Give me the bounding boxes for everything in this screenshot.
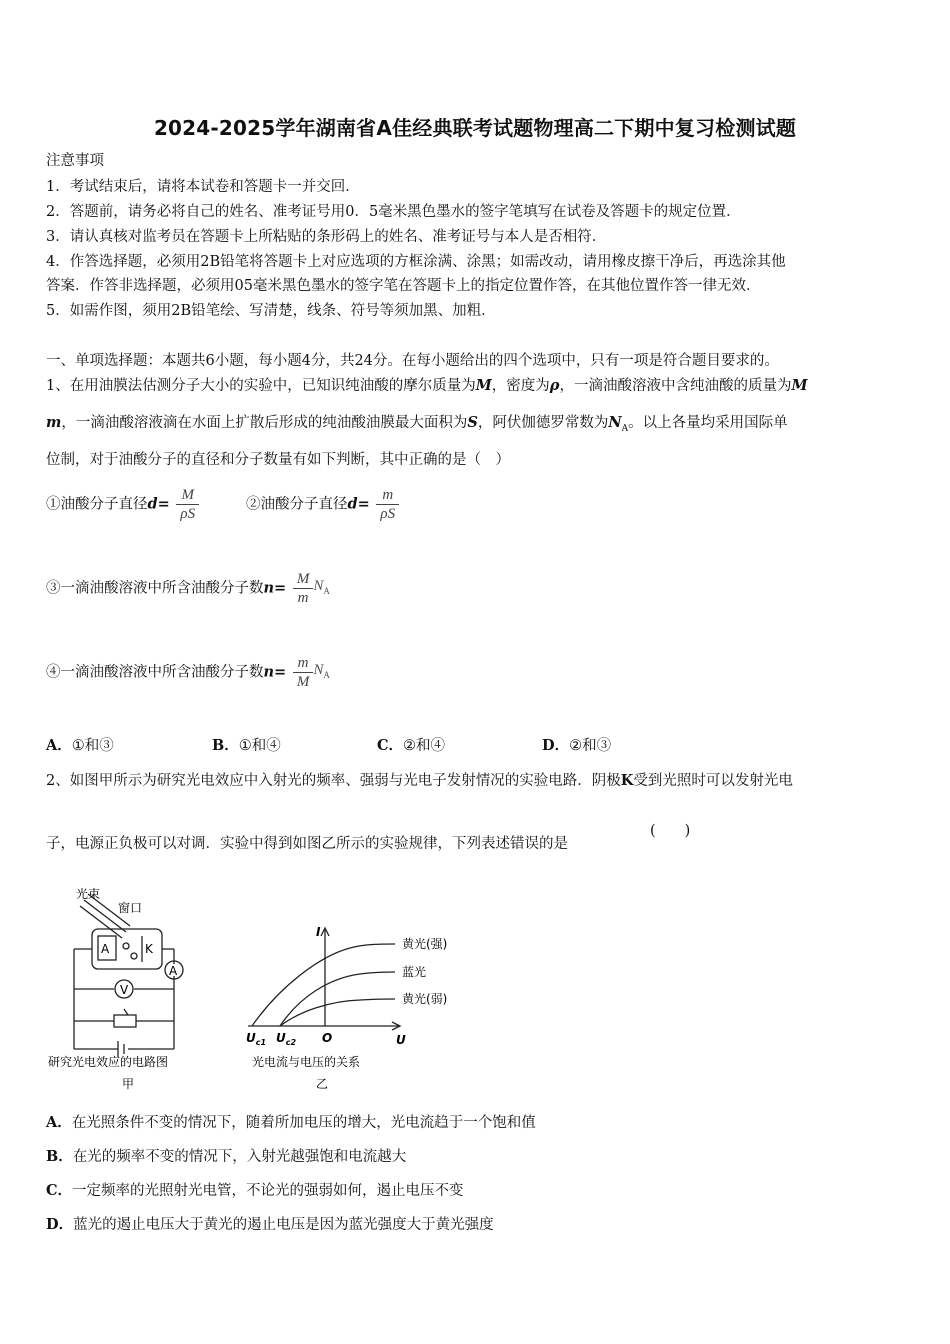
uc2-label: $U_{c2}$ [276, 1031, 297, 1047]
legend-yellow-weak: 黄光(弱) [402, 992, 448, 1006]
axis-u-label: U [396, 1033, 406, 1047]
statement-label: ③一滴油酸溶液中所含油酸分子数 [46, 580, 264, 597]
q1-var-m: m [46, 414, 62, 431]
q2-answer-paren: ( ) [650, 823, 691, 839]
option-letter: D． [46, 1216, 74, 1233]
statement-label: ①油酸分子直径 [46, 496, 148, 513]
option-text: 一定频率的光照射光电管，不论光的强弱如何，遏止电压不变 [72, 1183, 464, 1199]
circuit-caption: 研究光电效应的电路图 [48, 1055, 169, 1069]
q2-option-b[interactable] [46, 1147, 406, 1167]
notice-item-4: 4．作答选择题，必须用2B铅笔将答题卡上对应选项的方框涂满、涂黑；如需改动，请用橡皮擦干净后，再选涂其他 [46, 254, 786, 270]
anode-label: A [101, 942, 110, 956]
graph-caption: 光电流与电压的关系 [252, 1055, 361, 1069]
q2-option-a[interactable] [46, 1113, 536, 1133]
fraction-denominator: ρS [176, 504, 199, 523]
equation-lhs: n= [263, 579, 287, 597]
fraction-denominator: ρS [376, 504, 399, 523]
fraction [293, 654, 314, 691]
beam-label: 光束 [76, 887, 101, 901]
option-letter: A． [46, 737, 72, 754]
option-letter: B． [46, 1148, 73, 1165]
circuit-figure-label: 甲 [122, 1077, 135, 1091]
q1-var-NA: N [608, 414, 622, 431]
avogadro-symbol [313, 578, 330, 594]
notice-heading: 注意事项 [46, 153, 104, 169]
q1-statement-2 [246, 486, 399, 523]
q2-var-K: K [620, 772, 634, 789]
avogadro-subscript: A [323, 586, 330, 596]
q1-option-b[interactable] [212, 736, 281, 756]
q1-statement-4 [46, 654, 330, 691]
q1-text: ，一滴油酸溶液滴在水面上扩散后形成的纯油酸油膜最大面积为 [61, 415, 468, 431]
q1-var-M: M [475, 377, 492, 394]
q2-line-1 [46, 771, 793, 791]
q1-line-1 [46, 376, 808, 396]
page-title: 2024-2025学年湖南省A佳经典联考试题物理高二下期中复习检测试题 [153, 116, 797, 140]
window-label: 窗口 [118, 901, 143, 915]
q1-line-3: 位制，对于油酸分子的直径和分子数量有如下判断，其中正确的是（ ） [46, 452, 510, 468]
equation-lhs: d= [147, 495, 170, 513]
statement-label: ②油酸分子直径 [246, 496, 348, 513]
axis-i-label: I [316, 925, 321, 939]
option-letter: C． [46, 1182, 73, 1199]
q1-text: ，阿伏伽德罗常数为 [477, 415, 609, 431]
uc1-label: $U_{c1}$ [246, 1031, 267, 1047]
graph-figure-label: 乙 [316, 1077, 329, 1091]
q2-option-d[interactable] [46, 1215, 494, 1235]
avogadro-letter: N [313, 662, 324, 678]
q2-option-c[interactable] [46, 1181, 464, 1201]
q2-text: 2、如图甲所示为研究光电效应中入射光的频率、强弱与光电子发射情况的实验电路．阴极 [46, 773, 621, 789]
q1-statement-1 [46, 486, 199, 523]
option-text: 在光照条件不变的情况下，随着所加电压的增大，光电流趋于一个饱和值 [71, 1115, 536, 1131]
fraction [176, 486, 199, 523]
q1-text: 。以上各量均采用国际单 [628, 415, 788, 431]
q1-var-rho: ρ [549, 377, 560, 394]
q1-option-a[interactable] [46, 736, 114, 756]
q2-text: 受到光照时可以发射光电 [633, 773, 793, 789]
option-letter: D． [542, 737, 570, 754]
notice-item-4-cont: 答案．作答非选择题，必须用05毫米黑色墨水的签字笔在答题卡上的指定位置作答，在其他位置作答一律无效． [46, 278, 761, 294]
notice-item-1: 1．考试结束后，请将本试卷和答题卡一并交回． [46, 179, 360, 195]
q1-text: 1、在用油膜法估测分子大小的实验中，已知识纯油酸的摩尔质量为 [46, 378, 476, 394]
voltmeter-label: V [120, 983, 129, 997]
fraction-numerator: M [296, 571, 310, 587]
legend-blue: 蓝光 [402, 965, 427, 979]
q1-text: ，一滴油酸溶液中含纯油酸的质量为 [559, 378, 792, 394]
q2-line-2: 子，电源正负极可以对调．实验中得到如图乙所示的实验规律，下列表述错误的是 [46, 836, 568, 852]
ammeter-label: A [169, 964, 178, 978]
q1-statement-3 [46, 570, 330, 607]
option-text: ②和③ [569, 738, 612, 754]
notice-item-2: 2．答题前，请务必将自己的姓名、准考证号用0．5毫米黑色墨水的签字笔填写在试卷及答题卡的规定位置． [46, 204, 741, 220]
option-text: ①和④ [238, 738, 281, 754]
origin-label: O [322, 1031, 333, 1045]
q1-line-2 [46, 413, 788, 439]
option-text: ①和③ [71, 738, 114, 754]
equation-lhs: d= [347, 495, 370, 513]
fraction-numerator: M [181, 487, 194, 503]
q1-text: ，密度为 [491, 378, 550, 394]
option-text: 蓝光的遏止电压大于黄光的遏止电压是因为蓝光强度大于黄光强度 [73, 1217, 494, 1233]
q1-option-d[interactable] [542, 736, 611, 756]
notice-item-5: 5．如需作图，须用2B铅笔绘、写清楚，线条、符号等须加黑、加粗． [46, 303, 496, 319]
fraction-denominator: m [293, 588, 314, 607]
statement-label: ④一滴油酸溶液中所含油酸分子数 [46, 664, 264, 681]
fraction [376, 486, 399, 523]
circuit-diagram [44, 884, 234, 1094]
q1-var-S: S [467, 414, 478, 431]
fraction-numerator: m [382, 487, 394, 503]
legend-yellow-strong: 黄光(强) [402, 937, 448, 951]
avogadro-subscript: A [323, 670, 330, 680]
avogadro-letter: N [313, 578, 324, 594]
option-text: 在光的频率不变的情况下，入射光越强饱和电流越大 [72, 1149, 407, 1165]
avogadro-symbol [313, 662, 330, 678]
q1-var-M: M [791, 377, 808, 394]
option-letter: A． [46, 1114, 72, 1131]
q1-var-NA-sub: A [621, 423, 629, 434]
photocurrent-graph [240, 916, 470, 1096]
option-text: ②和④ [403, 738, 446, 754]
fraction-denominator: M [293, 672, 314, 691]
cathode-label: K [145, 942, 153, 956]
notice-item-3: 3．请认真核对监考员在答题卡上所粘贴的条形码上的姓名、准考证号与本人是否相符． [46, 229, 607, 245]
equation-lhs: n= [263, 663, 287, 681]
section-heading: 一、单项选择题：本题共6小题，每小题4分，共24分。在每小题给出的四个选项中，只有一项是符合题目要求的。 [46, 353, 779, 369]
fraction-numerator: m [297, 655, 309, 671]
fraction [293, 570, 314, 607]
option-letter: B． [212, 737, 239, 754]
q1-option-c[interactable] [377, 736, 445, 756]
option-letter: C． [377, 737, 404, 754]
